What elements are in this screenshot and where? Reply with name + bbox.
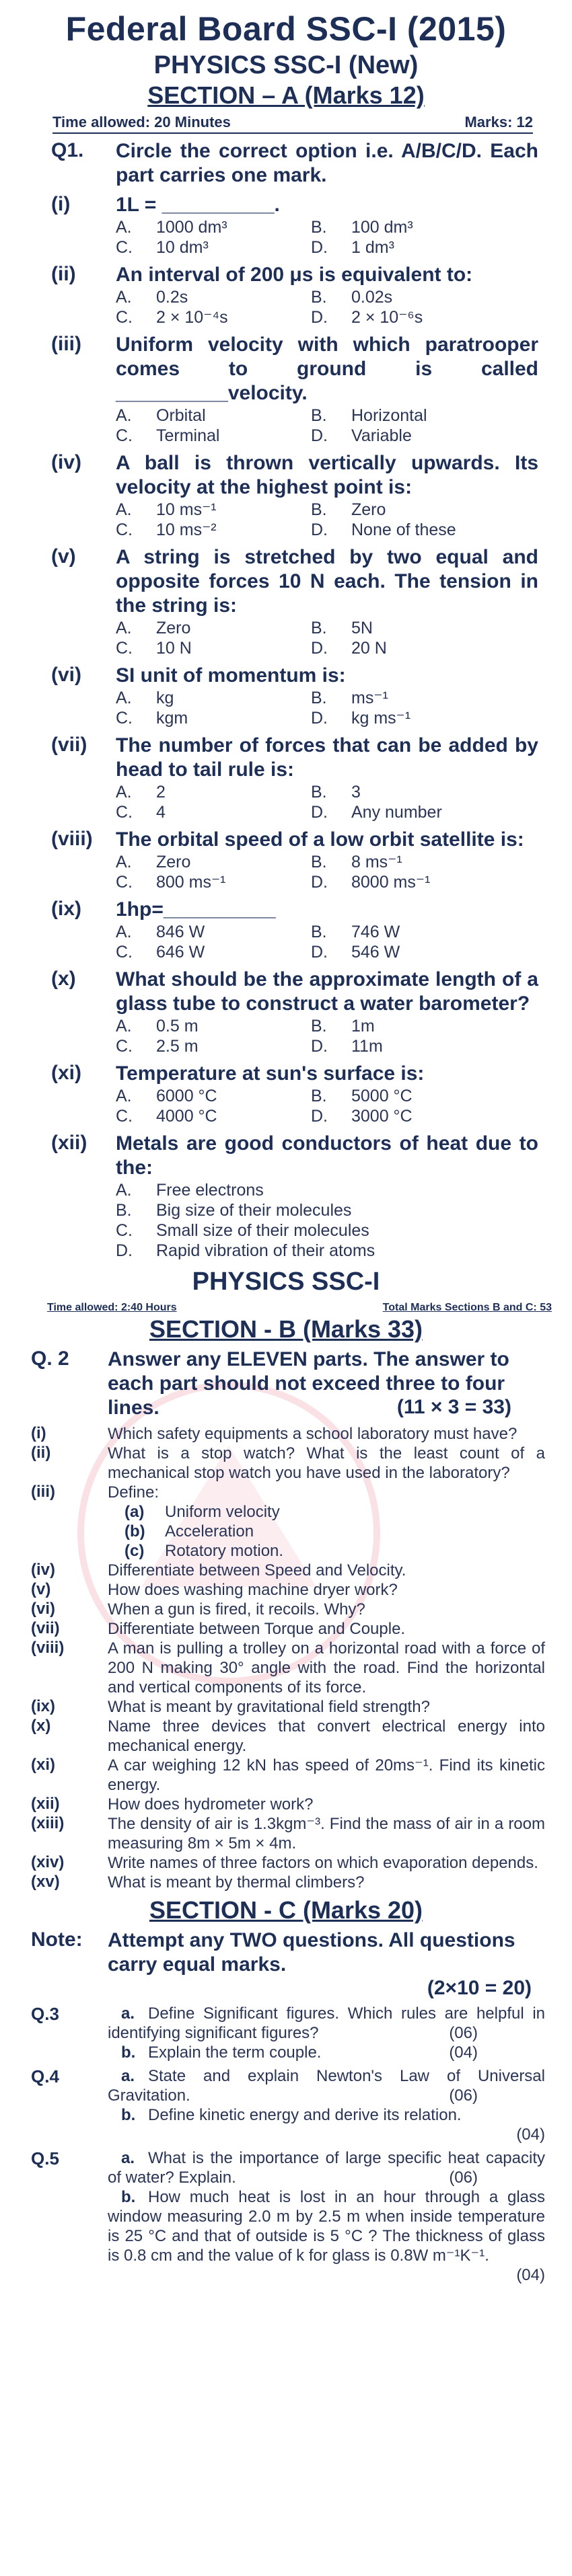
option-letter: C. [116, 873, 133, 892]
option-letter: B. [311, 689, 327, 707]
define-item [124, 1541, 572, 1561]
mcq-item [0, 333, 572, 446]
q3-number: Q.3 [31, 2004, 59, 2024]
short-question [0, 1483, 572, 1561]
section-b-time: Time allowed: 2:40 Hours [47, 1302, 177, 1313]
q2-marks: (11 × 3 = 33) [396, 1396, 511, 1418]
option-text[interactable]: 2.5 m [156, 1037, 199, 1056]
short-question-number: (i) [31, 1424, 46, 1442]
q3-part-a [108, 2004, 545, 2043]
option-letter: C. [116, 709, 133, 728]
option-text[interactable]: 10 ms⁻² [156, 520, 217, 539]
mcq-question: A string is stretched by two equal and opposite forces 10 N each. The tension in the string is: [116, 546, 538, 617]
option-text[interactable]: 0.2s [156, 288, 188, 307]
option-letter: D. [311, 1037, 328, 1056]
short-question-text: When a gun is fired, it recoils. Why? [108, 1600, 365, 1618]
short-question [0, 1814, 572, 1853]
short-question-list [0, 1424, 572, 1892]
q1-number: Q1. [51, 139, 84, 161]
option-text[interactable]: 1000 dm³ [156, 218, 227, 237]
option-letter: C. [116, 1107, 133, 1126]
short-question [0, 1717, 572, 1756]
short-question [0, 1580, 572, 1600]
q4-b-marks: (04) [516, 2125, 545, 2144]
mcq-number: (iii) [51, 333, 81, 355]
option-letter: C. [116, 238, 133, 257]
option-letter: A. [116, 500, 132, 519]
short-question [0, 1639, 572, 1697]
q1-instructions [0, 139, 572, 188]
short-question-number: (xii) [31, 1795, 60, 1813]
mcq-question: A ball is thrown vertically upwards. Its velocity at the highest point is: [116, 452, 538, 498]
q5-part-a [108, 2148, 545, 2187]
question-4 [0, 2066, 572, 2144]
option-letter: B. [311, 853, 327, 871]
option-text[interactable]: Big size of their molecules [156, 1201, 352, 1220]
option-letter: C. [116, 520, 133, 539]
q3-b-marks: (04) [449, 2043, 478, 2062]
short-question-number: (vi) [31, 1600, 55, 1618]
option-letter: C. [116, 426, 133, 445]
mcq-number: (xi) [51, 1062, 81, 1084]
option-text[interactable]: Small size of their molecules [156, 1221, 369, 1240]
mcq-question: 1hp=__________ [116, 898, 276, 921]
short-question-number: (ix) [31, 1697, 55, 1715]
mcq-options [116, 500, 572, 540]
option-letter: D. [311, 308, 328, 327]
short-question-number: (ii) [31, 1444, 51, 1462]
short-question-text: A man is pulling a trolley on a horizontal road with a force of 200 N making 30° angle with the road. Find the horizontal and vertical components of its force. [108, 1639, 545, 1696]
option-text[interactable]: 6000 °C [156, 1087, 217, 1105]
option-text[interactable]: kg ms⁻¹ [351, 709, 411, 728]
option-text[interactable]: Zero [156, 853, 191, 871]
short-question [0, 1600, 572, 1619]
option-letter: B. [311, 218, 327, 237]
option-letter: C. [116, 803, 133, 822]
mcq-item [0, 1062, 572, 1126]
option-letter: D. [311, 1107, 328, 1126]
option-letter: D. [311, 426, 328, 445]
mcq-item [0, 734, 572, 822]
q5-b-text: How much heat is lost in an hour through a glass window measuring 2.0 m by 2.5 m when inside temperature is 25 °C and that of outside is 5 °C ? The thickness of glass is 0.8 cm and the value of k for glass is 0.8W m⁻¹K⁻¹. [108, 2188, 545, 2265]
mcq-options [116, 782, 572, 822]
option-letter: A. [116, 1087, 132, 1105]
option-letter: A. [116, 689, 132, 707]
option-text[interactable]: 20 N [351, 639, 387, 658]
define-item [124, 1522, 572, 1541]
mcq-options [116, 405, 572, 446]
short-question [0, 1873, 572, 1892]
option-text[interactable]: Free electrons [156, 1181, 264, 1200]
option-text[interactable]: 10 ms⁻¹ [156, 500, 217, 519]
option-text[interactable]: 846 W [156, 923, 205, 941]
mcq-question: 1L = __________. [116, 194, 280, 216]
option-letter: A. [116, 619, 132, 637]
short-question-number: (iii) [31, 1483, 55, 1501]
mcq-item [0, 968, 572, 1056]
short-question [0, 1795, 572, 1814]
section-b-total: Total Marks Sections B and C: 53 [382, 1302, 552, 1313]
mcq-options [116, 688, 572, 728]
mcq-number: (vii) [51, 734, 87, 756]
option-text[interactable]: Zero [351, 500, 386, 519]
q5-a-marks: (06) [449, 2169, 478, 2187]
mcq-number: (vi) [51, 664, 81, 686]
paper-title: PHYSICS SSC-I (New) [153, 51, 419, 79]
option-text[interactable]: 3000 °C [351, 1107, 413, 1126]
mcq-item [0, 451, 572, 540]
mcq-item [0, 263, 572, 327]
mcq-number: (ii) [51, 263, 76, 285]
question-5 [0, 2148, 572, 2285]
q5-part-b [108, 2187, 545, 2265]
short-question-number: (vii) [31, 1619, 60, 1637]
short-question-number: (xiv) [31, 1853, 65, 1871]
q5-a-label: a. [121, 2149, 135, 2167]
short-question-text: Define: [108, 1483, 159, 1501]
option-text[interactable]: Any number [351, 803, 442, 822]
q5-number: Q.5 [31, 2148, 59, 2169]
option-text[interactable]: Variable [351, 426, 412, 445]
mcq-item [0, 828, 572, 892]
short-question-number: (xi) [31, 1756, 55, 1774]
mcq-options [116, 1016, 572, 1056]
question-3 [0, 2004, 572, 2062]
time-allowed: Time allowed: 20 Minutes [52, 114, 231, 130]
option-text[interactable]: kg [156, 689, 174, 707]
option-letter: C. [116, 308, 133, 327]
mcq-item [0, 898, 572, 962]
option-text[interactable]: 8 ms⁻¹ [351, 853, 402, 871]
q4-part-a [108, 2066, 545, 2105]
mcq-number: (viii) [51, 828, 93, 850]
short-question-number: (viii) [31, 1639, 65, 1657]
mcq-options [116, 217, 572, 258]
mcq-item [0, 193, 572, 258]
mcq-options [116, 852, 572, 892]
mcq-question: The orbital speed of a low orbit satellite is: [116, 828, 524, 851]
q3-part-b [108, 2043, 545, 2062]
option-letter: A. [116, 783, 132, 802]
mcq-item [0, 664, 572, 728]
mcq-question: Metals are good conductors of heat due to the: [116, 1132, 538, 1179]
option-text[interactable]: 5000 °C [351, 1087, 413, 1105]
q1-text: Circle the correct option i.e. A/B/C/D. Each part carries one mark. [116, 140, 538, 186]
define-label: (a) [124, 1503, 145, 1521]
q4-a-text: State and explain Newton's Law of Universal Gravitation. [108, 2067, 545, 2105]
section-c-title: SECTION - C (Marks 20) [149, 1896, 423, 1924]
q4-a-marks: (06) [449, 2086, 478, 2105]
option-letter: B. [311, 1087, 327, 1105]
note-label: Note: [31, 1928, 83, 1951]
option-letter: B. [311, 923, 327, 941]
option-text[interactable]: 2 × 10⁻⁶s [351, 308, 423, 327]
short-question [0, 1697, 572, 1717]
option-letter: B. [311, 783, 327, 802]
option-text[interactable]: 646 W [156, 943, 205, 962]
mcq-options [116, 618, 572, 658]
note-text: Attempt any TWO questions. All questions carry equal marks. [108, 1929, 515, 1976]
option-text[interactable]: 1 dm³ [351, 238, 394, 257]
q4-a-label: a. [121, 2067, 135, 2085]
option-letter: A. [116, 1181, 132, 1200]
q4-part-b [108, 2105, 545, 2125]
section-c-note [0, 1928, 572, 2000]
short-question-text: How does hydrometer work? [108, 1795, 314, 1813]
short-question-text: Differentiate between Torque and Couple. [108, 1620, 406, 1638]
mcq-list [0, 193, 572, 1261]
q3-a-text: Define Significant figures. Which rules are helpful in identifying significant figures? [108, 2004, 545, 2042]
define-text: Acceleration [165, 1522, 254, 1540]
time-bar [52, 114, 533, 134]
mcq-options [116, 287, 572, 327]
option-letter: C. [116, 1221, 133, 1240]
option-text[interactable]: 4000 °C [156, 1107, 217, 1126]
option-letter: D. [311, 943, 328, 962]
short-question-number: (iv) [31, 1561, 55, 1579]
mcq-options [116, 1180, 572, 1261]
q3-a-label: a. [121, 2004, 135, 2023]
option-text[interactable]: 0.02s [351, 288, 393, 307]
option-letter: C. [116, 1037, 133, 1056]
mcq-question: What should be the approximate length of a glass tube to construct a water barometer? [116, 968, 538, 1015]
mcq-item [0, 1132, 572, 1261]
option-text[interactable]: 11m [351, 1037, 383, 1056]
option-letter: D. [311, 709, 328, 728]
option-letter: D. [311, 520, 328, 539]
option-letter: A. [116, 923, 132, 941]
short-question-text: The density of air is 1.3kgm⁻³. Find the mass of air in a room measuring 8m × 5m × 4m. [108, 1815, 545, 1852]
q2-instructions [0, 1348, 572, 1419]
option-text[interactable]: 1m [351, 1017, 375, 1036]
mcq-item [0, 545, 572, 658]
short-question [0, 1853, 572, 1873]
option-letter: A. [116, 1017, 132, 1036]
short-question-text: A car weighing 12 kN has speed of 20ms⁻¹. Find its kinetic energy. [108, 1756, 545, 1794]
option-letter: D. [311, 238, 328, 257]
option-text[interactable]: 8000 ms⁻¹ [351, 873, 431, 892]
short-question-text: What is meant by gravitational field strength? [108, 1698, 430, 1716]
option-text[interactable]: Horizontal [351, 406, 427, 425]
short-question-number: (v) [31, 1580, 51, 1598]
short-question-text: How does washing machine dryer work? [108, 1581, 398, 1599]
section-b-paper-title: PHYSICS SSC-I [192, 1267, 380, 1296]
option-text[interactable]: 3 [351, 783, 361, 802]
option-letter: A. [116, 218, 132, 237]
option-letter: D. [311, 803, 328, 822]
option-text[interactable]: 100 dm³ [351, 218, 413, 237]
q5-b-label: b. [121, 2188, 136, 2206]
short-question-text: What is a stop watch? What is the least count of a mechanical stop watch you have used in the laboratory? [108, 1444, 545, 1482]
option-letter: D. [311, 639, 328, 658]
option-letter: D. [116, 1241, 133, 1260]
mcq-number: (ix) [51, 898, 81, 920]
option-text[interactable]: Orbital [156, 406, 206, 425]
option-text[interactable]: 10 N [156, 639, 192, 658]
option-text[interactable]: 4 [156, 803, 166, 822]
short-question-text: Write names of three factors on which evaporation depends. [108, 1854, 538, 1872]
short-question-text: Which safety equipments a school laboratory must have? [108, 1425, 517, 1443]
mcq-question: The number of forces that can be added by head to tail rule is: [116, 734, 538, 781]
mcq-question: An interval of 200 μs is equivalent to: [116, 264, 473, 286]
option-text[interactable]: None of these [351, 520, 456, 539]
option-letter: C. [116, 639, 133, 658]
option-text[interactable]: 5N [351, 619, 373, 637]
mcq-options [116, 1086, 572, 1126]
section-b-title: SECTION - B (Marks 33) [149, 1315, 423, 1343]
short-question-text: Differentiate between Speed and Velocity. [108, 1561, 406, 1579]
option-letter: A. [116, 406, 132, 425]
short-question-number: (xv) [31, 1873, 60, 1891]
define-text: Uniform velocity [165, 1503, 280, 1521]
marks-label: Marks: 12 [464, 114, 533, 130]
board-title: Federal Board SSC-I (2015) [65, 10, 507, 48]
option-text[interactable]: Zero [156, 619, 191, 637]
define-item [124, 1502, 572, 1522]
short-question [0, 1444, 572, 1483]
option-text[interactable]: Terminal [156, 426, 220, 445]
q3-a-marks: (06) [449, 2024, 478, 2042]
q2-text: Answer any ELEVEN parts. The answer to each part should not exceed three to four lines. [108, 1348, 509, 1419]
q3-b-text: Explain the term couple. [148, 2043, 322, 2062]
mcq-number: (v) [51, 545, 76, 568]
option-text[interactable]: Rapid vibration of their atoms [156, 1241, 376, 1260]
section-a-title: SECTION – A (Marks 12) [147, 81, 425, 109]
mcq-question: SI unit of momentum is: [116, 664, 346, 687]
option-letter: D. [311, 873, 328, 892]
mcq-number: (i) [51, 193, 71, 215]
option-letter: A. [116, 288, 132, 307]
mcq-number: (xii) [51, 1132, 87, 1154]
short-question-number: (x) [31, 1717, 51, 1735]
short-question [0, 1561, 572, 1580]
q4-b-label: b. [121, 2106, 136, 2124]
option-letter: B. [116, 1201, 132, 1220]
option-letter: A. [116, 853, 132, 871]
q4-number: Q.4 [31, 2066, 59, 2086]
mcq-number: (x) [51, 968, 76, 990]
option-text[interactable]: 2 × 10⁻⁴s [156, 308, 228, 327]
q2-number: Q. 2 [31, 1348, 69, 1370]
option-text[interactable]: 746 W [351, 923, 400, 941]
option-letter: C. [116, 943, 133, 962]
option-letter: B. [311, 406, 327, 425]
section-c-marks: (2×10 = 20) [427, 1977, 532, 1999]
option-text[interactable]: 10 dm³ [156, 238, 209, 257]
q3-b-label: b. [121, 2043, 136, 2062]
mcq-number: (iv) [51, 451, 81, 473]
option-letter: B. [311, 1017, 327, 1036]
mcq-question: Temperature at sun's surface is: [116, 1062, 425, 1085]
option-letter: B. [311, 288, 327, 307]
short-question-text: Name three devices that convert electrical energy into mechanical energy. [108, 1717, 545, 1755]
q5-a-text: What is the importance of large specific heat capacity of water? Explain. [108, 2149, 545, 2187]
short-question-text: What is meant by thermal climbers? [108, 1873, 365, 1891]
define-label: (b) [124, 1522, 145, 1540]
short-question [0, 1756, 572, 1795]
option-text[interactable]: 0.5 m [156, 1017, 199, 1036]
define-label: (c) [124, 1542, 145, 1560]
short-question-number: (xiii) [31, 1814, 65, 1832]
mcq-options [116, 922, 572, 962]
option-text[interactable]: kgm [156, 709, 188, 728]
q4-b-text: Define kinetic energy and derive its relation. [148, 2106, 462, 2124]
define-text: Rotatory motion. [165, 1542, 284, 1560]
option-letter: B. [311, 619, 327, 637]
q5-b-marks: (04) [516, 2266, 545, 2284]
option-text[interactable]: 800 ms⁻¹ [156, 873, 226, 892]
option-text[interactable]: ms⁻¹ [351, 689, 388, 707]
option-text[interactable]: 546 W [351, 943, 400, 962]
short-question [0, 1424, 572, 1444]
section-b-time-bar [47, 1302, 552, 1314]
option-letter: B. [311, 500, 327, 519]
option-text[interactable]: 2 [156, 783, 166, 802]
short-question [0, 1619, 572, 1639]
mcq-question: Uniform velocity with which paratrooper comes to ground is called __________velocity. [116, 334, 538, 404]
